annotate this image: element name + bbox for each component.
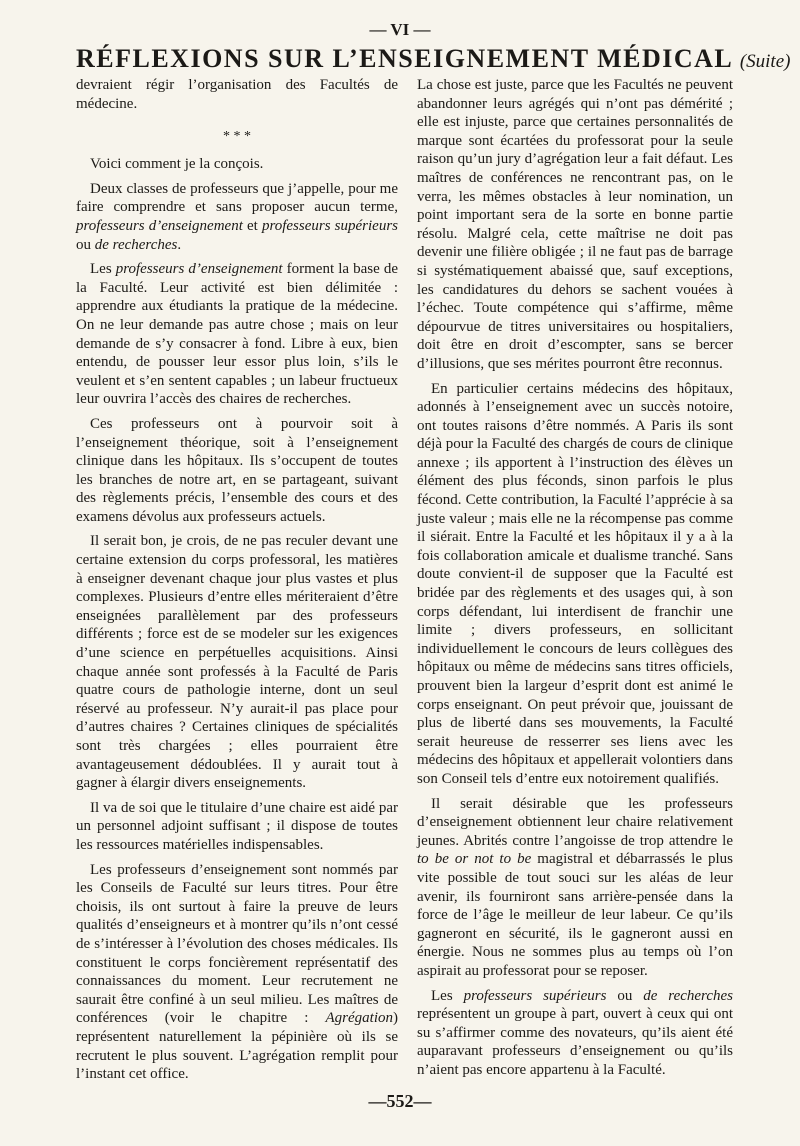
paragraph: Les professeurs d’enseignement sont nommés par les Conseils de Faculté sur leurs titres. Pour être choisis, ils ont surtout à faire la preuve de leurs qualités d’enseigneurs et à montrer qu’ils n’ont cessé de s’intéresser à l’évolution des choses médicales. Ils constituent le corps foncièrement représentatif des connaissances du moment. Leur recrutement ne saurait être confiné à un seul milieu. Les maîtres de conférences (voir le chapitre : Agrégation) représentent naturellement la pépinière où ils se recrutent le plus souvent. L’agrégation remplit pour l’instant cet office. — [76, 861, 398, 1083]
left-column — [76, 76, 398, 1090]
article-title — [76, 44, 791, 74]
paragraph: Les professeurs d’enseignement forment la base de la Faculté. Leur activité est bien délimitée : apprendre aux étudiants la pratique de la médecine. On ne leur demande pas autre chose ; mais on leur demande de s’y consacrer à fond. Libre à eux, bien entendu, de pousser leur essor plus loin, s’ils le veulent et s’en sentent capables ; un labeur fructueux leur ouvrira l’accès des chaires de recherches. — [76, 261, 398, 408]
paragraph: devraient régir l’organisation des Facultés de médecine. — [76, 77, 398, 112]
title-suffix: (Suite) — [739, 51, 791, 72]
paragraph: La chose est juste, parce que les Facultés ne peuvent abandonner leurs agrégés qui n’ont pas démérité ; elle est injuste, parce que certaines personnalités de marque sont écartées du professorat pour la seule raison qu’un jury d’agrégation leur a fait défaut. Les maîtres de conférences ne rencontrant pas, on le verra, les mêmes obstacles à leur nomination, un point important sera de la sorte en bonne partie résolu. Malgré cela, cette maîtrise ne doit pas devenir une filière obligée ; il ne faut pas de barrage si systématiquement abaissé que, sauf exceptions, les candidatures du dehors se sachent vouées à l’échec. Toute compétence qui s’affirme, même dépourvue de titres universitaires ou hospitaliers, doit être en droit d’escompter, sans se bercer d’illusions, que ses mérites pourront être reconnus. — [417, 77, 733, 372]
paragraph: Il va de soi que le titulaire d’une chaire est aidé par un personnel adjoint suffisant ; il dispose de toutes les ressources matérielles indispensables. — [76, 799, 398, 853]
paragraph: En particulier certains médecins des hôpitaux, adonnés à l’enseignement avec un succès notoire, ont toutes raisons d’être nommés. A Paris ils sont déjà pour la Faculté des chargés de cours de clinique annexe ; ils apportent à l’instruction des élèves un élément des plus féconds, sinon parfois le plus fécond. Cette contribution, la Faculté l’apprécie à sa juste valeur ; mais elle ne la récompense pas comme il siérait. Entre la Faculté et les hôpitaux il y a à la fois collaboration amicale et dualisme tranché. Sans doute convient-il de supposer que la Faculté est bridée par des règlements et des usages qui, à son corps défendant, lui interdisent de franchir une limite ; divers professeurs, en sollicitant individuellement le concours de leurs collègues des hôpitaux ou même de médecins sans titres officiels, prouvent bien la largeur d’esprit dont est animé le corps enseignant. On peut prévoir que, jouissant de plus de liberté dans ses mouvements, la Faculté serait heureuse de resserrer ses liens avec les médecins des hôpitaux et appellerait volontiers dans son Conseil tels d’entre eux notoirement qualifiés. — [417, 380, 733, 787]
running-head: — VI — — [369, 20, 431, 39]
paragraph: Ces professeurs ont à pourvoir soit à l’enseignement théorique, soit à l’enseignement clinique dans les hôpitaux. Ils s’occupent de toutes les branches de notre art, en se partageant, suivant des règlements précis, l’ensemble des cours et des examens dévolus aux professeurs actuels. — [76, 415, 398, 525]
section-separator: * * * — [223, 129, 251, 145]
paragraph: Les professeurs supérieurs ou de recherches représentent un groupe à part, ouvert à ceux qui ont su s’affirmer comme des novateurs, qu’ils aient été auparavant professeurs d’enseignement ou qu’ils n’aient pas encore appartenu à la Faculté. — [417, 987, 733, 1078]
page-number: —552— — [368, 1091, 432, 1111]
right-column — [417, 76, 733, 1085]
paragraph: Il serait bon, je crois, de ne pas reculer devant une certaine extension du corps professoral, les matières à enseigner devenant chaque jour plus vastes et plus complexes. Plusieurs d’entre elles mériteraient d’être enseignées parallèlement par des professeurs différents ; force est de se modeler sur les exigences d’une science en perpétuelles acquisitions. Ainsi chaque année sont professés à la Faculté de Paris quatre cours de pathologie interne, dont un seul réservé au professeur. N’y aurait-il pas place pour d’autres chaires ? Certaines cliniques de spécialités sont très chargées ; elles pourraient être avantageusement dédoublées. Il y aurait tout à gagner à élargir divers enseignements. — [76, 533, 398, 792]
paragraph: Deux classes de professeurs que j’appelle, pour me faire comprendre et sans proposer aucun terme, professeurs d’enseignement et professeurs supérieurs ou de recherches. — [76, 180, 399, 253]
paragraph: Voici comment je la conçois. — [90, 156, 264, 173]
paragraph: Il serait désirable que les professeurs d’enseignement obtiennent leur chaire relativement jeunes. Abrités contre l’angoisse de trop attendre le to be or not to be magistral et débarrassés le plus vite possible de tout souci sur les aléas de leur avenir, ils fourniront sans arrière-pensée dans la force de l’âge le meilleur de leur labeur. Ce qu’ils gagneront en sécurité, ils le gagneront aussi en énergie. Nous ne sommes plus au temps où l’on aspirait au professorat pour se reposer. — [417, 795, 734, 979]
title-text: RÉFLEXIONS SUR L’ENSEIGNEMENT MÉDICAL — [76, 44, 732, 73]
